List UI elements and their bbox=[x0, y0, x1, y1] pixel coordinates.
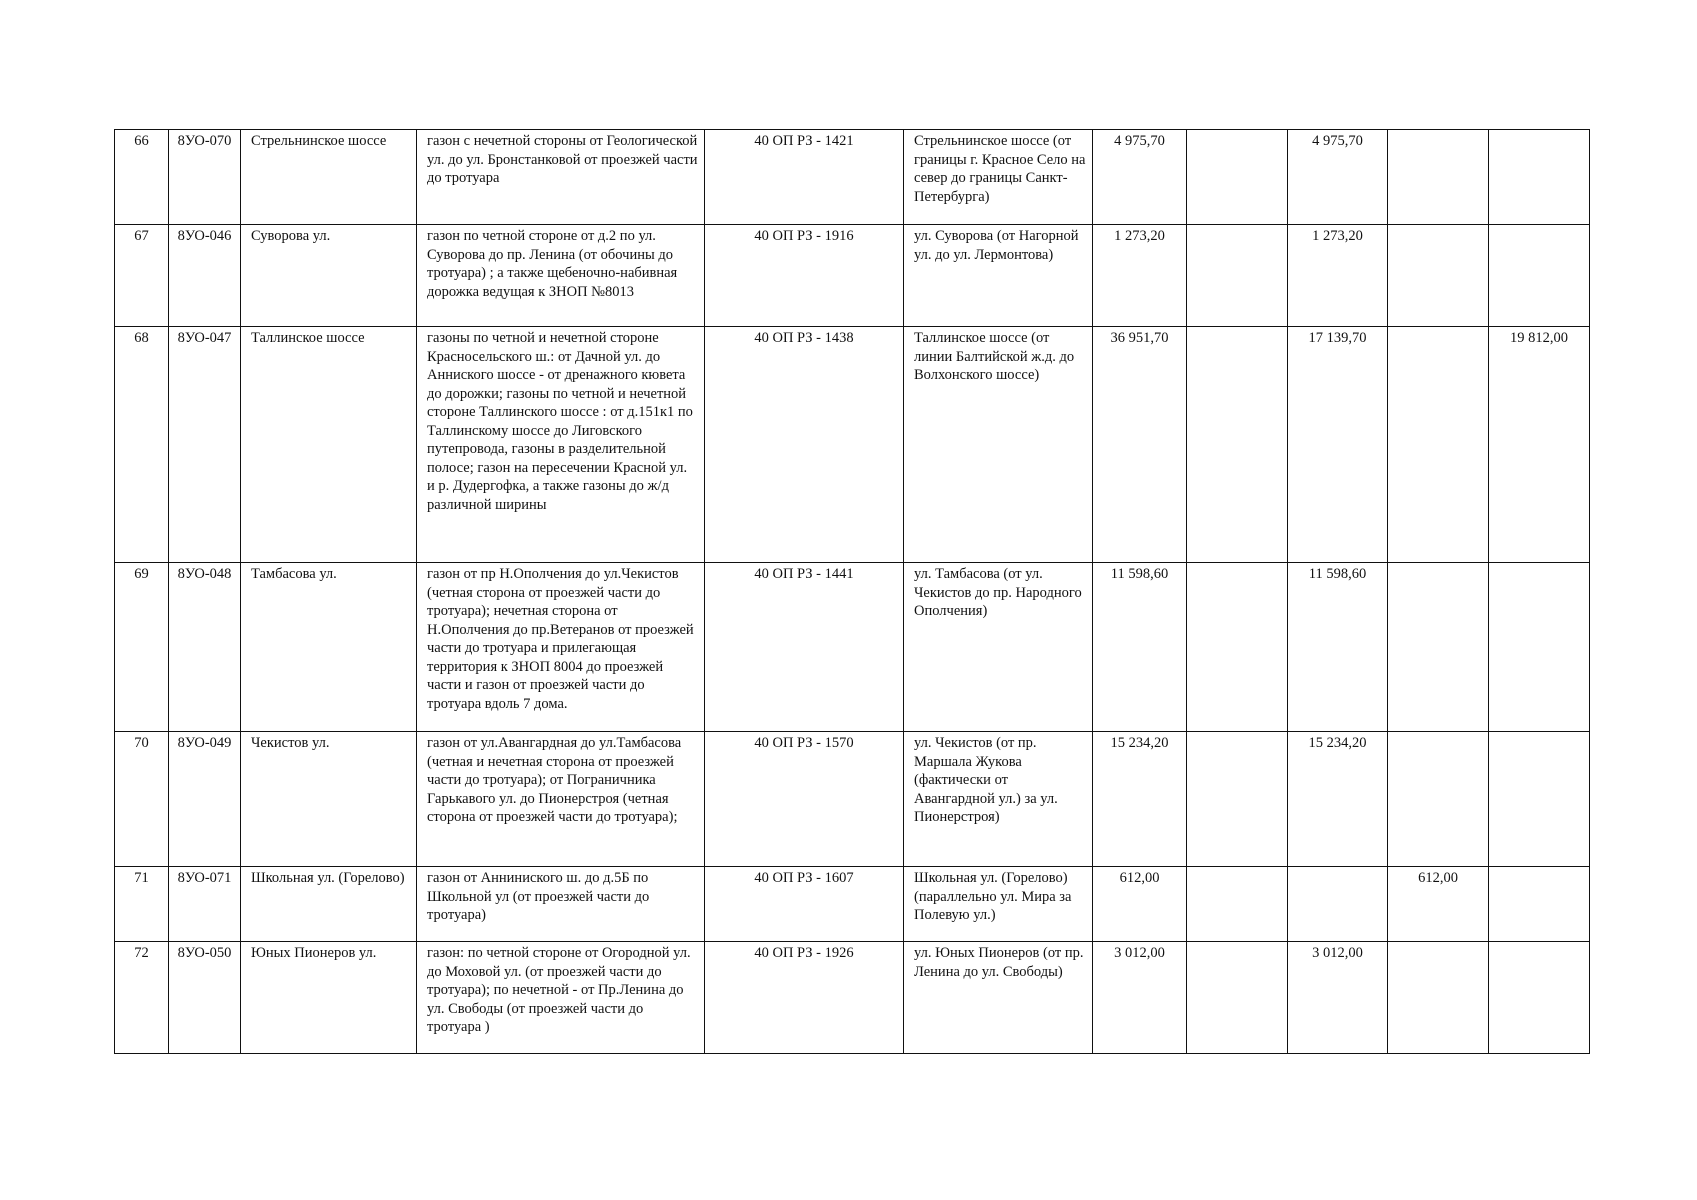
total-area: 4 975,70 bbox=[1093, 130, 1187, 225]
area-col-3 bbox=[1388, 327, 1489, 563]
object-code: 8УО-071 bbox=[169, 867, 241, 942]
road-section: Школьная ул. (Горелово) (параллельно ул. Мира за Полевую ул.) bbox=[904, 867, 1093, 942]
area-col-3 bbox=[1388, 130, 1489, 225]
row-number: 70 bbox=[115, 732, 169, 867]
table-row bbox=[115, 225, 1590, 327]
road-section: ул. Чекистов (от пр. Маршала Жукова (фактически от Авангардной ул.) за ул. Пионерстроя) bbox=[904, 732, 1093, 867]
table-row bbox=[115, 732, 1590, 867]
row-number: 68 bbox=[115, 327, 169, 563]
area-col-3 bbox=[1388, 732, 1489, 867]
table-row bbox=[115, 130, 1590, 225]
row-number: 72 bbox=[115, 942, 169, 1054]
area-col-4 bbox=[1489, 563, 1590, 732]
table-row bbox=[115, 867, 1590, 942]
total-area: 15 234,20 bbox=[1093, 732, 1187, 867]
area-col-3: 612,00 bbox=[1388, 867, 1489, 942]
green-areas-table bbox=[114, 129, 1590, 1054]
registry-code: 40 ОП РЗ - 1438 bbox=[705, 327, 904, 563]
total-area: 3 012,00 bbox=[1093, 942, 1187, 1054]
street-name: Тамбасова ул. bbox=[241, 563, 417, 732]
area-col-4 bbox=[1489, 732, 1590, 867]
area-col-1 bbox=[1187, 130, 1288, 225]
area-col-1 bbox=[1187, 225, 1288, 327]
area-col-4: 19 812,00 bbox=[1489, 327, 1590, 563]
row-number: 71 bbox=[115, 867, 169, 942]
registry-code: 40 ОП РЗ - 1926 bbox=[705, 942, 904, 1054]
street-name: Суворова ул. bbox=[241, 225, 417, 327]
table-row bbox=[115, 327, 1590, 563]
total-area: 36 951,70 bbox=[1093, 327, 1187, 563]
registry-code: 40 ОП РЗ - 1441 bbox=[705, 563, 904, 732]
area-col-4 bbox=[1489, 130, 1590, 225]
road-section: Таллинское шоссе (от линии Балтийской ж.д. до Волхонского шоссе) bbox=[904, 327, 1093, 563]
registry-code: 40 ОП РЗ - 1916 bbox=[705, 225, 904, 327]
area-col-3 bbox=[1388, 225, 1489, 327]
area-col-3 bbox=[1388, 942, 1489, 1054]
area-col-2: 3 012,00 bbox=[1288, 942, 1388, 1054]
object-code: 8УО-047 bbox=[169, 327, 241, 563]
area-col-4 bbox=[1489, 225, 1590, 327]
area-col-1 bbox=[1187, 563, 1288, 732]
object-code: 8УО-049 bbox=[169, 732, 241, 867]
area-description: газон по четной стороне от д.2 по ул. Суворова до пр. Ленина (от обочины до тротуара) ; а также щебеночно-набивная дорожка ведущая к ЗНОП №8013 bbox=[417, 225, 705, 327]
total-area: 1 273,20 bbox=[1093, 225, 1187, 327]
area-description: газон от ул.Авангардная до ул.Тамбасова (четная и нечетная сторона от проезжей части до тротуара); от Пограничника Гарькавого ул. до Пионерстроя (четная сторона от проезжей части до тротуара); bbox=[417, 732, 705, 867]
area-col-4 bbox=[1489, 942, 1590, 1054]
object-code: 8УО-070 bbox=[169, 130, 241, 225]
area-description: газон от Анниниского ш. до д.5Б по Школьной ул (от проезжей части до тротуара) bbox=[417, 867, 705, 942]
street-name: Таллинское шоссе bbox=[241, 327, 417, 563]
registry-code: 40 ОП РЗ - 1421 bbox=[705, 130, 904, 225]
area-col-1 bbox=[1187, 327, 1288, 563]
area-description: газон: по четной стороне от Огородной ул. до Моховой ул. (от проезжей части до тротуара); по нечетной - от Пр.Ленина до ул. Свободы (от проезжей части до тротуара ) bbox=[417, 942, 705, 1054]
area-col-3 bbox=[1388, 563, 1489, 732]
area-col-1 bbox=[1187, 732, 1288, 867]
area-col-2 bbox=[1288, 867, 1388, 942]
area-description: газон от пр Н.Ополчения до ул.Чекистов (четная сторона от проезжей части до тротуара); нечетная сторона от Н.Ополчения до пр.Ветеранов от проезжей части до тротуара и прилегающая территория к ЗНОП 8004 до проезжей части и газон от проезжей части до тротуара вдоль 7 дома. bbox=[417, 563, 705, 732]
document-page bbox=[114, 129, 1589, 1054]
road-section: ул. Юных Пионеров (от пр. Ленина до ул. Свободы) bbox=[904, 942, 1093, 1054]
road-section: ул. Тамбасова (от ул. Чекистов до пр. Народного Ополчения) bbox=[904, 563, 1093, 732]
area-col-1 bbox=[1187, 867, 1288, 942]
row-number: 66 bbox=[115, 130, 169, 225]
object-code: 8УО-050 bbox=[169, 942, 241, 1054]
total-area: 612,00 bbox=[1093, 867, 1187, 942]
area-col-1 bbox=[1187, 942, 1288, 1054]
area-col-4 bbox=[1489, 867, 1590, 942]
area-col-2: 15 234,20 bbox=[1288, 732, 1388, 867]
area-col-2: 11 598,60 bbox=[1288, 563, 1388, 732]
area-description: газон с нечетной стороны от Геологической ул. до ул. Бронстанковой от проезжей части до тротуара bbox=[417, 130, 705, 225]
street-name: Школьная ул. (Горелово) bbox=[241, 867, 417, 942]
object-code: 8УО-046 bbox=[169, 225, 241, 327]
row-number: 69 bbox=[115, 563, 169, 732]
street-name: Юных Пионеров ул. bbox=[241, 942, 417, 1054]
object-code: 8УО-048 bbox=[169, 563, 241, 732]
table-row bbox=[115, 563, 1590, 732]
street-name: Стрельнинское шоссе bbox=[241, 130, 417, 225]
area-col-2: 17 139,70 bbox=[1288, 327, 1388, 563]
area-description: газоны по четной и нечетной стороне Красносельского ш.: от Дачной ул. до Анниского шоссе - от дренажного кювета до дорожки; газоны по четной и нечетной стороне Таллинского шоссе : от д.151к1 по Таллинскому шоссе до Лиговского путепровода, газоны в разделительной полосе; газон на пересечении Красной ул. и р. Дудергофка, а также газоны до ж/д различной ширины bbox=[417, 327, 705, 563]
total-area: 11 598,60 bbox=[1093, 563, 1187, 732]
area-col-2: 4 975,70 bbox=[1288, 130, 1388, 225]
row-number: 67 bbox=[115, 225, 169, 327]
registry-code: 40 ОП РЗ - 1570 bbox=[705, 732, 904, 867]
street-name: Чекистов ул. bbox=[241, 732, 417, 867]
area-col-2: 1 273,20 bbox=[1288, 225, 1388, 327]
road-section: ул. Суворова (от Нагорной ул. до ул. Лермонтова) bbox=[904, 225, 1093, 327]
road-section: Стрельнинское шоссе (от границы г. Красное Село на север до границы Санкт-Петербурга) bbox=[904, 130, 1093, 225]
table-row bbox=[115, 942, 1590, 1054]
registry-code: 40 ОП РЗ - 1607 bbox=[705, 867, 904, 942]
